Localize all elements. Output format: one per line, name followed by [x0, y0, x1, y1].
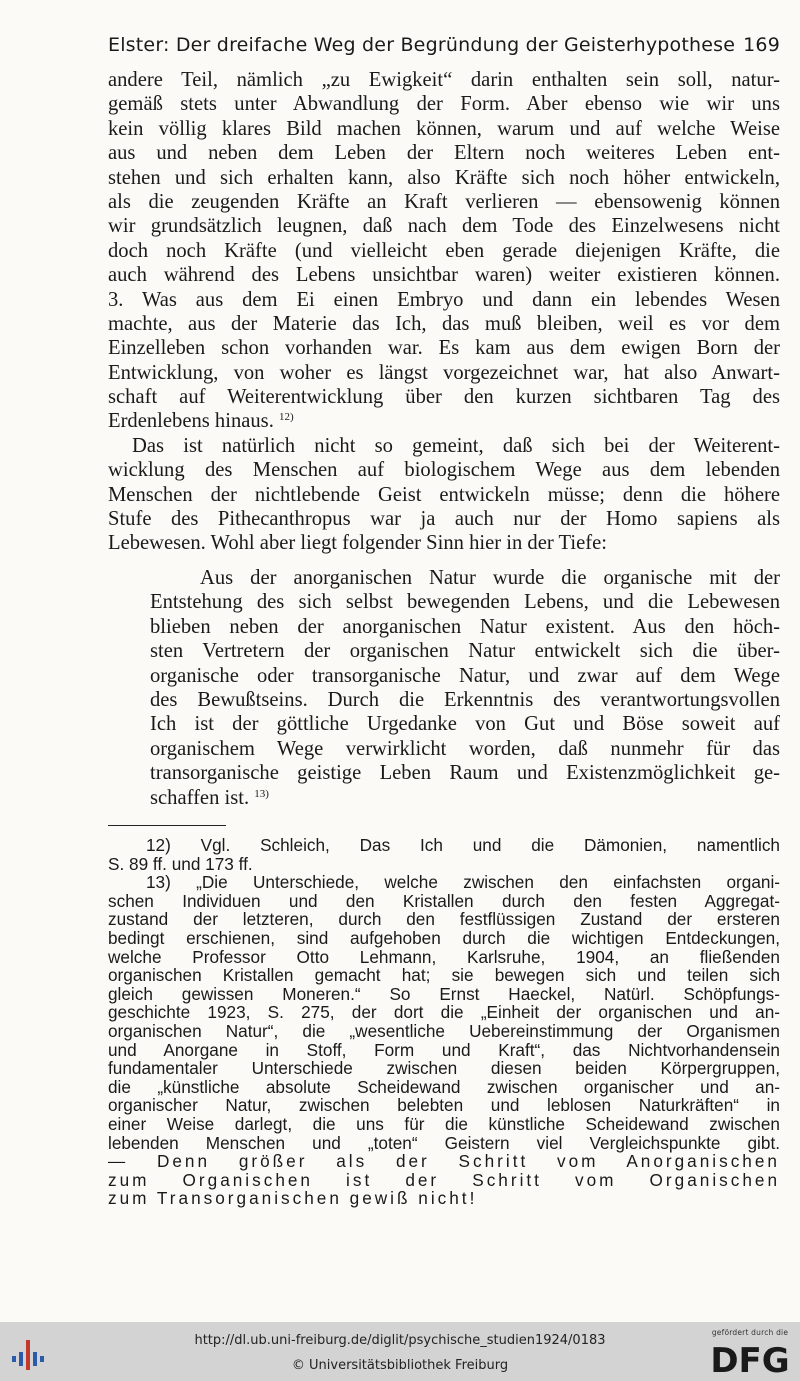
- text-line: 3. Was aus dem Ei einen Embryo und dann ein lebendes Wesen: [108, 288, 780, 311]
- text-line: Stufe des Pithecanthropus war ja auch nur der Homo sapiens als: [108, 508, 780, 531]
- text-line: sten Vertretern der organischen Natur entwickelt sich die über-: [150, 640, 780, 663]
- footnotes: [108, 836, 780, 1208]
- page-url-link[interactable]: http://dl.ub.uni-freiburg.de/diglit/psychische_studien1924/0183: [194, 1333, 606, 1348]
- text-line: andere Teil, nämlich „zu Ewigkeit“ darin enthalten sein soll, natur-: [108, 69, 780, 91]
- dfg-logo-icon: [708, 1342, 792, 1376]
- text-line: wir grundsätzlich leugnen, daß nach dem Tode des Einzelwesens nicht: [108, 215, 780, 238]
- page-header: [108, 34, 780, 62]
- footnote-line: 13) „Die Unterschiede, welche zwischen den einfachsten organi-: [146, 872, 780, 893]
- footnote-line: lebenden Menschen und „toten“ Geistern viel Vergleichspunkte gibt.: [108, 1132, 780, 1153]
- text-line: Entwicklung, von woher es längst vorgezeichnet war, hat also Anwart-: [108, 361, 780, 384]
- text-line: stehen und sich erhalten kann, also Kräfte sich noch höher entwickeln,: [108, 166, 780, 189]
- text-line: doch noch Kräfte (und vielleicht eben gerade diejenigen Kräfte, die: [108, 239, 780, 262]
- dfg-funding-badge[interactable]: [706, 1328, 794, 1378]
- footnote-line: die „künstliche absolute Scheidewand zwischen organischer und an-: [108, 1076, 780, 1097]
- text-line: auch während des Lebens unsichtbar waren) weiter existieren können.: [108, 264, 780, 287]
- text-line-fragment: schaffen ist.: [150, 786, 250, 809]
- text-line: des Bewußtseins. Durch die Erkenntnis des verantwortungsvollen: [150, 688, 780, 711]
- text-line: als die zeugenden Kräfte an Kraft verlieren — ebensowenig können: [108, 190, 780, 213]
- text-line: organische oder transorganische Natur, und zwar auf dem Wege: [150, 664, 780, 687]
- text-line: organischem Wege verwirklicht worden, daß nunmehr für das: [150, 737, 780, 760]
- viewer-footer-bar: [0, 1322, 800, 1381]
- footnote-line: 12) Vgl. Schleich, Das Ich und die Dämonien, namentlich: [146, 835, 780, 855]
- copyright-notice: © Universitätsbibliothek Freiburg: [291, 1358, 509, 1373]
- footnote-line: zustand der letzteren, durch den festflüssigen Zustand der ersteren: [108, 909, 780, 930]
- footnote-reference-13[interactable]: 13): [254, 787, 269, 800]
- text-line-fragment: Erdenlebens hinaus.: [108, 410, 274, 433]
- text-line: gemäß stets unter Abwandlung der Form. Aber ebenso wie wir uns: [108, 93, 780, 116]
- main-text: [108, 68, 780, 556]
- footnote-divider: [108, 825, 226, 826]
- indented-passage: [150, 566, 780, 810]
- footnote-line: zum Organischen ist der Schritt vom Organischen: [108, 1169, 780, 1190]
- text-line: Einzelleben schon vorhanden war. Es kam aus dem ewigen Born der: [108, 337, 780, 360]
- page-number: 169: [743, 34, 780, 56]
- text-line: blieben neben der anorganischen Natur existent. Aus den höch-: [150, 615, 780, 638]
- text-line: kein völlig klares Bild machen können, warum und auf welche Weise: [108, 117, 780, 140]
- text-line: Entstehung des sich selbst bewegenden Lebens, und die Lebewesen: [150, 591, 780, 614]
- footnote-line: und Anorgane in Stoff, Form und Kraft“, das Nichtvorhandensein: [108, 1039, 780, 1060]
- footnote-line: geschichte 1923, S. 275, der dort die „Einheit der organischen und an-: [108, 1002, 780, 1023]
- running-title: Elster: Der dreifache Weg der Begründung der Geisterhypothese: [108, 34, 736, 56]
- footnote-line: zum Transorganischen gewiß nicht!: [108, 1188, 478, 1209]
- footnote-line: organischen Natur“, die „wesentliche Uebereinstimmung der Organismen: [108, 1020, 780, 1041]
- footnote-line: fundamentaler Unterschiede zwischen diesen beiden Körpergruppen,: [108, 1058, 780, 1079]
- text-line: Lebewesen. Wohl aber liegt folgender Sinn hier in der Tiefe:: [108, 532, 607, 555]
- text-line: wicklung des Menschen auf biologischem Wege aus dem lebenden: [108, 459, 780, 482]
- text-line: machte, aus der Materie das Ich, das muß bleiben, weil es vor dem: [108, 312, 780, 335]
- text-line: Das ist natürlich nicht so gemeint, daß sich bei der Weiterent-: [132, 434, 780, 457]
- text-line: [108, 409, 780, 433]
- footnote-line: — Denn größer als der Schritt vom Anorganischen: [108, 1151, 780, 1172]
- footnote-line: schen Individuen und den Kristallen durch den festen Aggregat-: [108, 890, 780, 911]
- footnote-line: organischen Kristallen gemacht hat; sie bewegen sich und teilen sich: [108, 965, 780, 986]
- text-line: [150, 786, 780, 810]
- dfg-logo-text: DFG: [710, 1342, 790, 1376]
- footnote-line: einer Weise darlegt, die uns für die künstliche Scheidewand zwischen: [108, 1113, 780, 1134]
- footnote-line: gleich gewissen Moneren.“ So Ernst Haeckel, Natürl. Schöpfungs-: [108, 983, 780, 1004]
- text-line: Ich ist der göttliche Urgedanke von Gut und Böse soweit auf: [150, 713, 780, 736]
- text-line: transorganische geistige Leben Raum und Existenzmöglichkeit ge-: [150, 762, 780, 785]
- footnote-reference-12[interactable]: 12): [279, 411, 294, 424]
- dfg-caption: gefördert durch die: [711, 1328, 789, 1337]
- text-line: Menschen der nichtlebende Geist entwickeln müsse; denn die höhere: [108, 483, 780, 506]
- footnote-line: welche Professor Otto Lehmann, Karlsruhe, 1904, an fließenden: [108, 946, 780, 967]
- footnote-line: S. 89 ff. und 173 ff.: [108, 853, 253, 874]
- text-line: schaft auf Weiterentwicklung über den kurzen sichtbaren Tag des: [108, 386, 780, 409]
- footnote-line: bedingt erschienen, sind aufgehoben durch die wichtigen Entdeckungen,: [108, 927, 780, 948]
- text-line: Aus der anorganischen Natur wurde die organische mit der: [200, 567, 780, 589]
- text-line: aus und neben dem Leben der Eltern noch weiteres Leben ent-: [108, 142, 780, 165]
- footnote-line: organischer Natur, zwischen belebten und leblosen Naturkräften“ in: [108, 1095, 780, 1116]
